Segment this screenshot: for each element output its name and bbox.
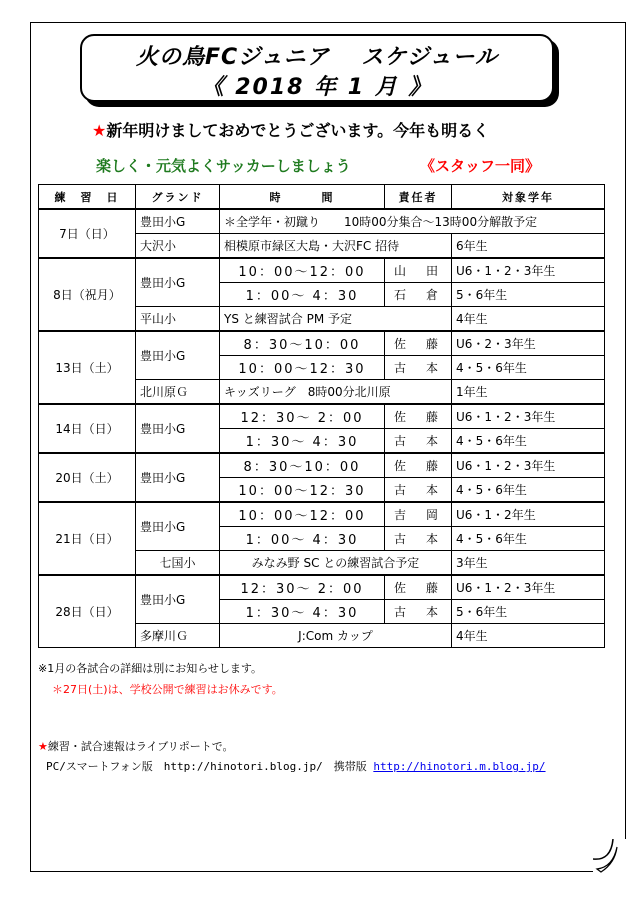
schedule-table xyxy=(38,184,605,648)
date-cell: 28日（日） xyxy=(39,575,136,648)
time-cell: 10：00～12：30 xyxy=(220,356,385,380)
event-cell: J:Com カップ xyxy=(220,624,452,648)
header-grade: 対象学年 xyxy=(452,185,605,210)
greeting-signature: 《スタッフ一同》 xyxy=(420,157,541,175)
ground-cell: 多摩川Ｇ xyxy=(136,624,220,648)
event-cell: ＊全学年・初蹴り 10時00分集合～13時00分解散予定 xyxy=(220,209,605,234)
responsible-cell: 古 本 xyxy=(385,356,452,380)
grade-cell: U6・2・3年生 xyxy=(452,331,605,356)
event-cell: キッズリーグ 8時00分北川原 xyxy=(220,380,452,405)
table-row xyxy=(39,575,605,600)
note-details: ※1月の各試合の詳細は別にお知らせします。 xyxy=(38,662,263,675)
time-cell: 12：30～ 2：00 xyxy=(220,404,385,429)
date-cell: 7日（日） xyxy=(39,209,136,258)
ground-cell: 豊田小G xyxy=(136,331,220,380)
event-cell: 相模原市緑区大島・大沢FC 招待 xyxy=(220,234,452,259)
pc-url-label: PC/スマートフォン版 http://hinotori.blog.jp/ 携帯版 xyxy=(46,760,374,773)
responsible-cell: 佐 藤 xyxy=(385,575,452,600)
table-row xyxy=(39,502,605,527)
grade-cell: 1年生 xyxy=(452,380,605,405)
date-cell: 13日（土） xyxy=(39,331,136,404)
table-row xyxy=(39,258,605,283)
table-row xyxy=(39,209,605,234)
note-holiday: ＊27日(土)は、学校公開で練習はお休みです。 xyxy=(52,683,283,696)
time-cell: 1：30～ 4：30 xyxy=(220,429,385,454)
page-curl-icon xyxy=(593,839,627,873)
time-cell: 10：00～12：30 xyxy=(220,478,385,503)
grade-cell: 3年生 xyxy=(452,551,605,576)
date-cell: 14日（日） xyxy=(39,404,136,453)
ground-cell: 豊田小G xyxy=(136,575,220,624)
date-cell: 21日（日） xyxy=(39,502,136,575)
table-header-row xyxy=(39,185,605,210)
title-box xyxy=(80,34,554,102)
grade-cell: 4年生 xyxy=(452,307,605,332)
ground-cell: 平山小 xyxy=(136,307,220,332)
responsible-cell: 佐 藤 xyxy=(385,453,452,478)
ground-cell: 大沢小 xyxy=(136,234,220,259)
time-cell: 8：30～10：00 xyxy=(220,331,385,356)
ground-cell: 北川原Ｇ xyxy=(136,380,220,405)
ground-cell: 豊田小G xyxy=(136,258,220,307)
table-row xyxy=(39,331,605,356)
header-ground: グランド xyxy=(136,185,220,210)
time-cell: 8：30～10：00 xyxy=(220,453,385,478)
grade-cell: 4年生 xyxy=(452,624,605,648)
header-time: 時 間 xyxy=(220,185,385,210)
responsible-cell: 古 本 xyxy=(385,478,452,503)
responsible-cell: 古 本 xyxy=(385,429,452,454)
ground-cell: 豊田小G xyxy=(136,502,220,551)
ground-cell: 七国小 xyxy=(136,551,220,576)
star-icon: ★ xyxy=(92,121,107,140)
time-cell: 1：00～ 4：30 xyxy=(220,527,385,551)
responsible-cell: 佐 藤 xyxy=(385,331,452,356)
grade-cell: U6・1・2年生 xyxy=(452,502,605,527)
grade-cell: 4・5・6年生 xyxy=(452,429,605,454)
responsible-cell: 山 田 xyxy=(385,258,452,283)
page-subtitle-month: 《 2018 年 1 月 》 xyxy=(201,75,433,100)
star-icon: ★ xyxy=(38,740,48,753)
header-responsible: 責任者 xyxy=(385,185,452,210)
date-cell: 8日（祝月） xyxy=(39,258,136,331)
ground-cell: 豊田小G xyxy=(136,404,220,453)
date-cell: 20日（土） xyxy=(39,453,136,502)
grade-cell: U6・1・2・3年生 xyxy=(452,575,605,600)
responsible-cell: 佐 藤 xyxy=(385,404,452,429)
responsible-cell: 古 本 xyxy=(385,600,452,624)
ground-cell: 豊田小G xyxy=(136,209,220,234)
time-cell: 12：30～ 2：00 xyxy=(220,575,385,600)
table-row xyxy=(39,453,605,478)
time-cell: 10：00～12：00 xyxy=(220,258,385,283)
time-cell: 1：30～ 4：30 xyxy=(220,600,385,624)
responsible-cell: 石 倉 xyxy=(385,283,452,307)
grade-cell: 6年生 xyxy=(452,234,605,259)
responsible-cell: 古 本 xyxy=(385,527,452,551)
grade-cell: 4・5・6年生 xyxy=(452,478,605,503)
grade-cell: 4・5・6年生 xyxy=(452,527,605,551)
grade-cell: 5・6年生 xyxy=(452,283,605,307)
header-date: 練 習 日 xyxy=(39,185,136,210)
time-cell: 1：00～ 4：30 xyxy=(220,283,385,307)
greeting-line-2: 楽しく・元気よくサッカーしましょう xyxy=(96,157,351,175)
grade-cell: 4・5・6年生 xyxy=(452,356,605,380)
note-urls xyxy=(46,758,546,774)
responsible-cell: 吉 岡 xyxy=(385,502,452,527)
ground-cell: 豊田小G xyxy=(136,453,220,502)
note-live-report: ★練習・試合速報はライブリポートで。 xyxy=(38,740,234,753)
page-title: 火の鳥FCジュニア スケジュール xyxy=(135,45,499,70)
grade-cell: 5・6年生 xyxy=(452,600,605,624)
event-cell: YS と練習試合 PM 予定 xyxy=(220,307,452,332)
mobile-url-link[interactable]: http://hinotori.m.blog.jp/ xyxy=(373,760,546,773)
time-cell: 10：00～12：00 xyxy=(220,502,385,527)
grade-cell: U6・1・2・3年生 xyxy=(452,404,605,429)
grade-cell: U6・1・2・3年生 xyxy=(452,453,605,478)
grade-cell: U6・1・2・3年生 xyxy=(452,258,605,283)
event-cell: みなみ野 SC との練習試合予定 xyxy=(220,551,452,576)
greeting-line-1: ★新年明けましておめでとうございます。今年も明るく xyxy=(92,121,490,140)
table-row xyxy=(39,404,605,429)
